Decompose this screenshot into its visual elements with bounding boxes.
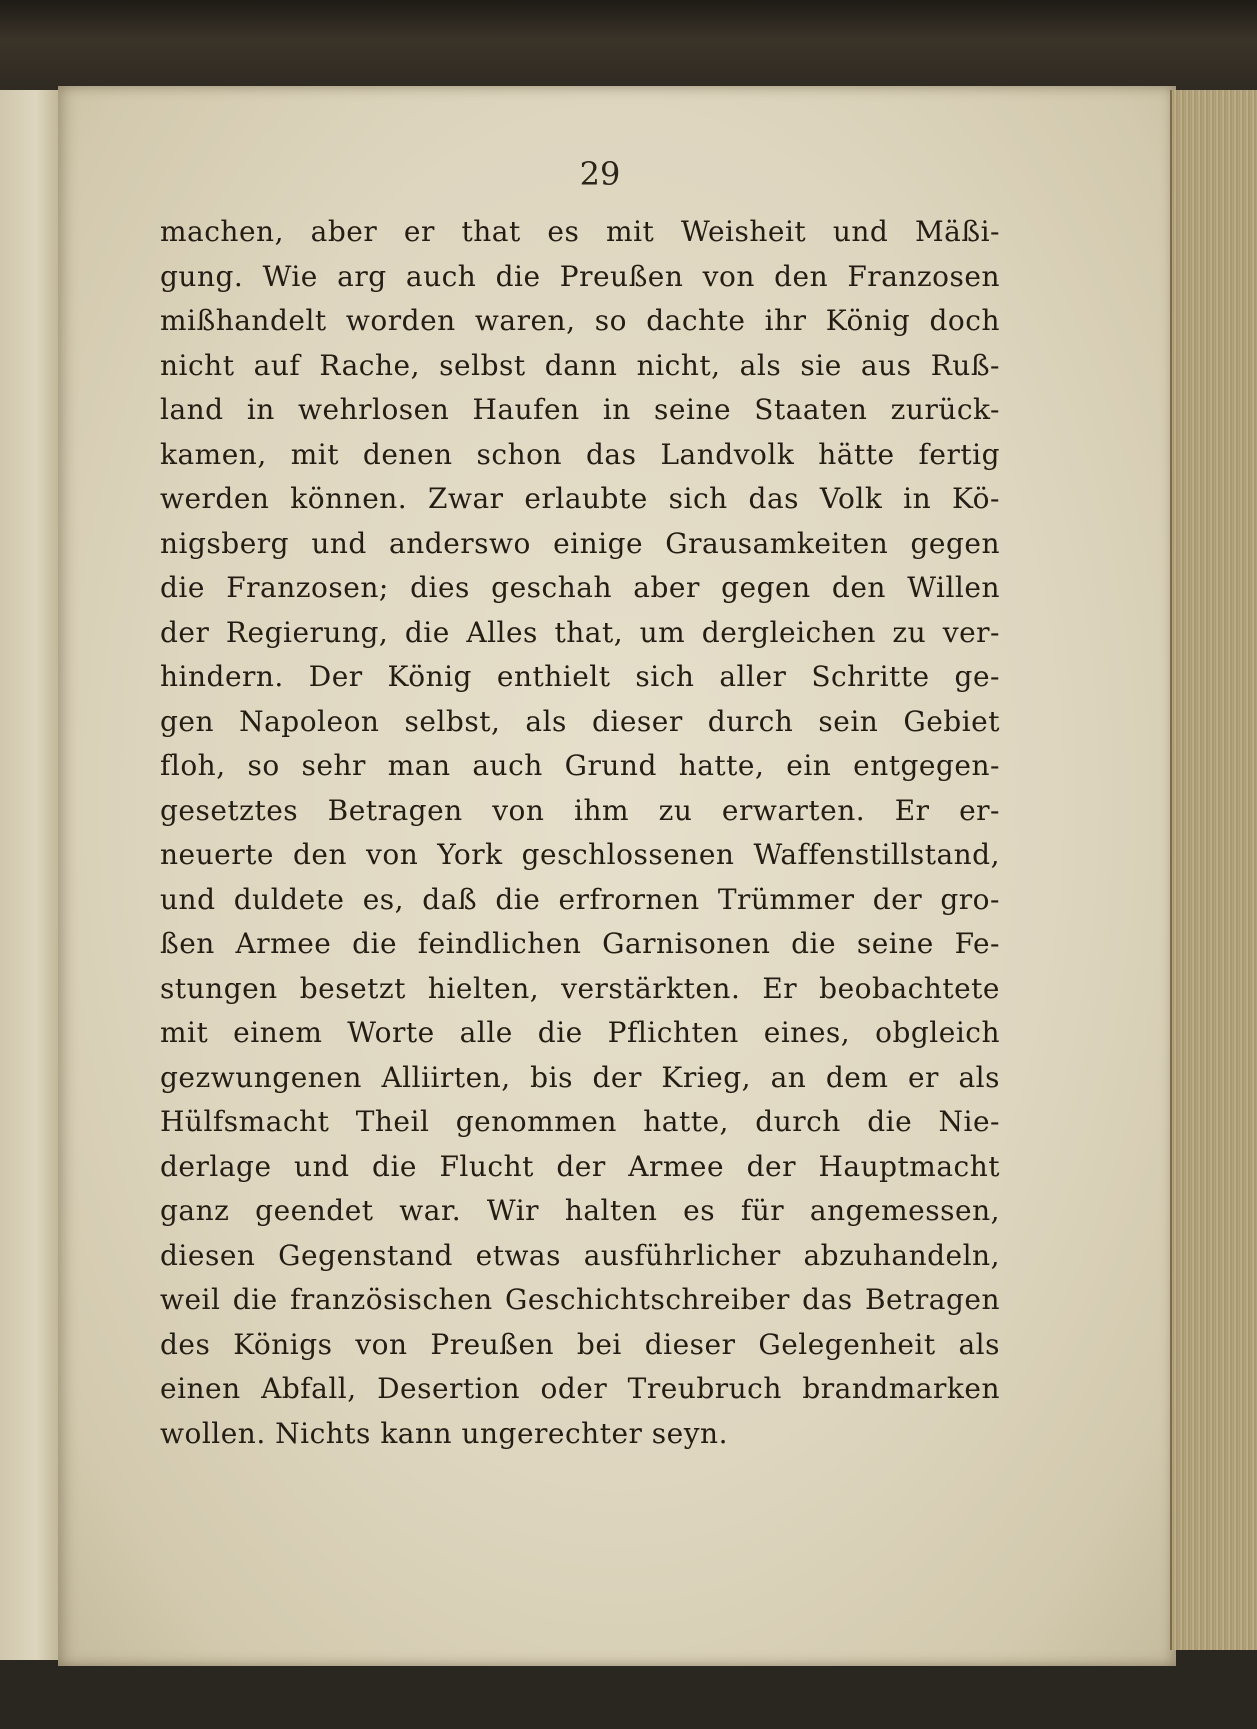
text-line: derlage und die Flucht der Armee der Hauptmacht (160, 1149, 1000, 1183)
text-line: gen Napoleon selbst, als dieser durch sein Gebiet (160, 704, 1000, 738)
text-line: die Franzosen; dies geschah aber gegen den Willen (160, 571, 1000, 604)
previous-page-edge (0, 90, 62, 1660)
text-line: werden können. Zwar erlaubte sich das Volk in Kö- (160, 482, 1000, 515)
body-text (160, 210, 1000, 1456)
text-line: ßen Armee die feindlichen Garnisonen die seine Fe- (160, 927, 1000, 960)
text-line: einen Abfall, Desertion oder Treubruch brandmarken (160, 1372, 1000, 1405)
text-line: machen, aber er that es mit Weisheit und Mäßi- (160, 215, 1000, 248)
text-line: wollen. Nichts kann ungerechter seyn. (160, 1416, 728, 1450)
text-line: ganz geendet war. Wir halten es für angemessen, (160, 1194, 1000, 1227)
text-line: land in wehrlosen Haufen in seine Staaten zurück- (160, 393, 1000, 426)
text-line: und duldete es, daß die erfrornen Trümmer der gro- (160, 882, 1000, 916)
page-number: 29 (579, 155, 621, 193)
text-line: der Regierung, die Alles that, um dergleichen zu ver- (160, 615, 1000, 649)
text-line: gezwungenen Alliirten, bis der Krieg, an dem er als (160, 1060, 1000, 1094)
text-line: floh, so sehr man auch Grund hatte, ein entgegen- (160, 749, 1000, 782)
text-line: gesetztes Betragen von ihm zu erwarten. Er er- (160, 793, 1000, 827)
text-line: mißhandelt worden waren, so dachte ihr König doch (160, 304, 1000, 337)
text-line: stungen besetzt hielten, verstärkten. Er beobachtete (160, 971, 1000, 1005)
text-line: mit einem Worte alle die Pflichten eines, obgleich (160, 1016, 1000, 1049)
text-line: weil die französischen Geschichtschreiber das Betragen (160, 1283, 1000, 1316)
text-line: gung. Wie arg auch die Preußen von den Franzosen (160, 259, 1000, 293)
text-line: neuerte den von York geschlossenen Waffenstillstand, (160, 838, 1000, 871)
text-line: nigsberg und anderswo einige Grausamkeiten gegen (160, 526, 1000, 560)
text-line: kamen, mit denen schon das Landvolk hätte fertig (160, 437, 1000, 471)
text-line: nicht auf Rache, selbst dann nicht, als sie aus Ruß- (160, 348, 1000, 382)
text-line: des Königs von Preußen bei dieser Gelegenheit als (160, 1327, 1000, 1361)
text-line: diesen Gegenstand etwas ausführlicher abzuhandeln, (160, 1238, 1000, 1272)
page-block-edges (1170, 90, 1257, 1650)
text-line: hindern. Der König enthielt sich aller Schritte ge- (160, 660, 1000, 693)
text-line: Hülfsmacht Theil genommen hatte, durch die Nie- (160, 1105, 1000, 1138)
